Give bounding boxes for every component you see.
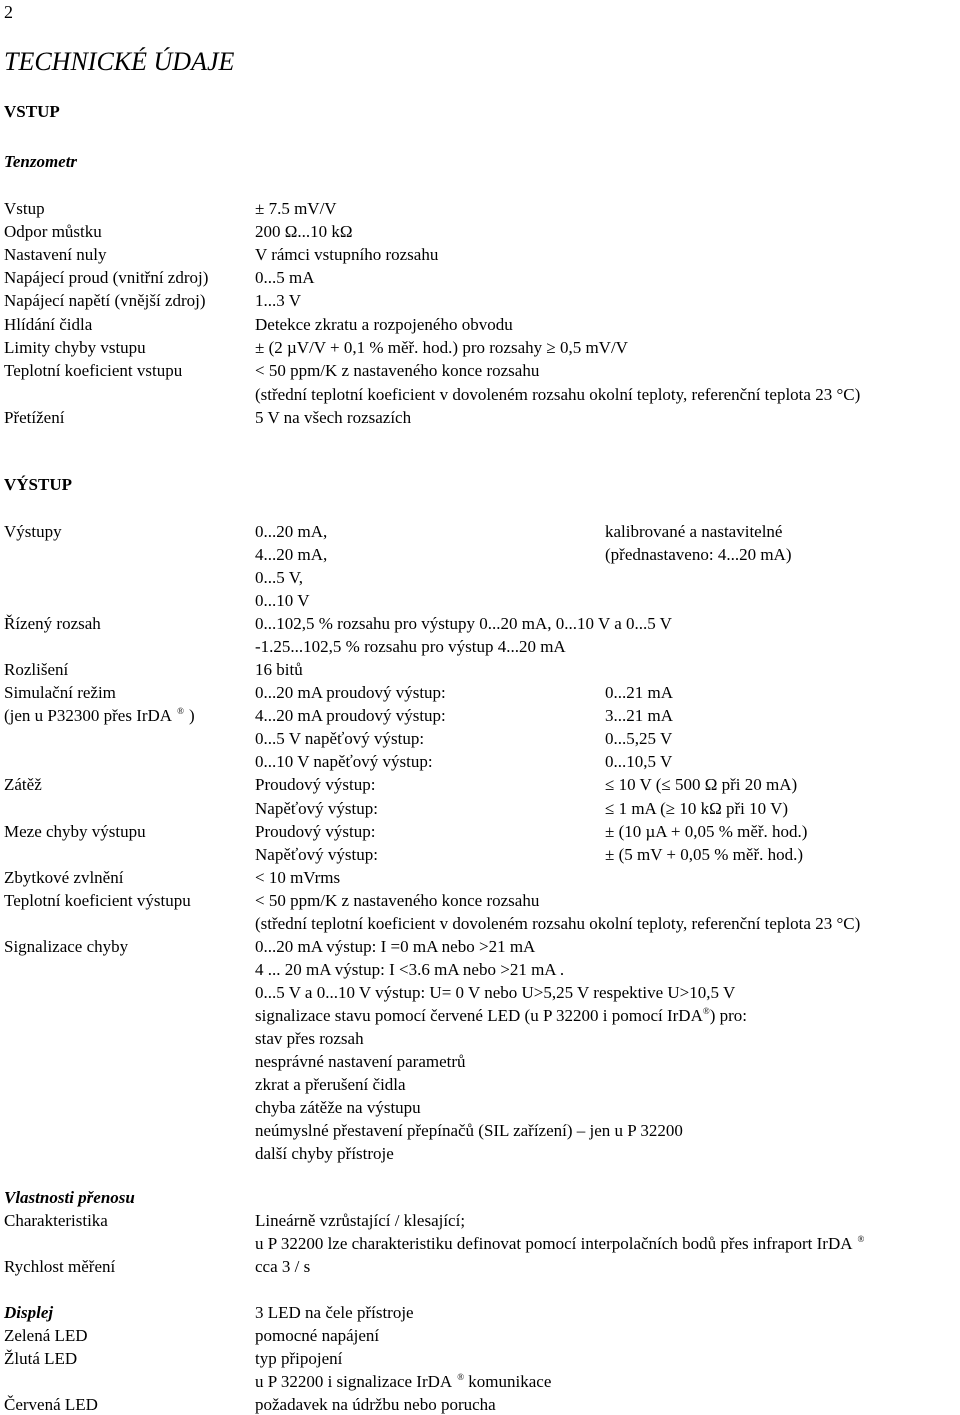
spec-range: ± (5 mV + 0,05 % měř. hod.): [605, 845, 804, 864]
spec-value: 5 V na všech rozsazích: [255, 408, 412, 427]
spec-label: Rychlost měření: [4, 1257, 116, 1276]
spec-label: Napájecí proud (vnitřní zdroj): [4, 268, 209, 287]
spec-value: 3 LED na čele přístroje: [255, 1303, 414, 1322]
spec-note: kalibrované a nastavitelné: [605, 522, 783, 541]
subheading-tenzometr: Tenzometr: [4, 152, 78, 171]
section-heading-vstup: VSTUP: [4, 102, 60, 121]
spec-value: 0...102,5 % rozsahu pro výstupy 0...20 mA, 0...10 V a 0...5 V: [255, 614, 672, 633]
spec-label: Napájecí napětí (vnější zdroj): [4, 291, 206, 310]
spec-note: (přednastaveno: 4...20 mA): [605, 545, 792, 564]
list-item: chyba zátěže na výstupu: [255, 1098, 421, 1117]
spec-value-note: (střední teplotní koeficient v dovoleném rozsahu okolní teploty, referenční teplota 23 °C): [255, 385, 861, 404]
section-heading-prenos: Vlastnosti přenosu: [4, 1188, 135, 1207]
spec-value: 0...10 V: [255, 591, 310, 610]
spec-range: ≤ 1 mA (≥ 10 kΩ při 10 V): [605, 799, 789, 818]
spec-range: 0...5,25 V: [605, 729, 673, 748]
spec-value: < 50 ppm/K z nastaveného konce rozsahu: [255, 891, 540, 910]
spec-value: 0...5 mA: [255, 268, 315, 287]
spec-label: Meze chyby výstupu: [4, 822, 146, 841]
spec-label: Rozlišení: [4, 660, 69, 679]
spec-value: 0...5 V a 0...10 V výstup: U= 0 V nebo U>5,25 V respektive U>10,5 V: [255, 983, 736, 1002]
spec-value: < 10 mVrms: [255, 868, 341, 887]
spec-value: 4...20 mA,: [255, 545, 328, 564]
spec-value: signalizace stavu pomocí červené LED (u P 32200 i pomocí IrDA®) pro:: [255, 1006, 747, 1025]
spec-value: 1...3 V: [255, 291, 301, 310]
page-title: TECHNICKÉ ÚDAJE: [4, 47, 235, 76]
spec-value: V rámci vstupního rozsahu: [255, 245, 439, 264]
spec-value: Lineárně vzrůstající / klesající;: [255, 1211, 466, 1230]
spec-label: Zelená LED: [4, 1326, 88, 1345]
spec-label: Zátěž: [4, 775, 42, 794]
spec-label: Signalizace chyby: [4, 937, 129, 956]
spec-range: ± (10 µA + 0,05 % měř. hod.): [605, 822, 808, 841]
spec-value: 0...20 mA výstup: I =0 mA nebo >21 mA: [255, 937, 536, 956]
spec-range: ≤ 10 V (≤ 500 Ω při 20 mA): [605, 775, 798, 794]
spec-label: Přetížení: [4, 408, 65, 427]
list-item: další chyby přístroje: [255, 1144, 394, 1163]
spec-label: Odpor můstku: [4, 222, 102, 241]
registered-mark: ®: [857, 1234, 865, 1244]
spec-label: Červená LED: [4, 1395, 98, 1414]
spec-range: 0...10,5 V: [605, 752, 673, 771]
spec-label: Hlídání čidla: [4, 315, 93, 334]
registered-mark: ®: [702, 1006, 710, 1016]
spec-value: 200 Ω...10 kΩ: [255, 222, 353, 241]
spec-range: 3...21 mA: [605, 706, 673, 725]
list-item: stav přes rozsah: [255, 1029, 364, 1048]
spec-value: požadavek na údržbu nebo porucha: [255, 1395, 496, 1414]
spec-value: 0...10 V napěťový výstup:: [255, 752, 433, 771]
list-item: nesprávné nastavení parametrů: [255, 1052, 466, 1071]
spec-label: Simulační režim: [4, 683, 116, 702]
spec-label: Teplotní koeficient výstupu: [4, 891, 191, 910]
spec-value: pomocné napájení: [255, 1326, 380, 1345]
registered-mark: ®: [457, 1372, 465, 1382]
spec-label: Zbytkové zvlnění: [4, 868, 124, 887]
spec-value: < 50 ppm/K z nastaveného konce rozsahu: [255, 361, 540, 380]
spec-value: 16 bitů: [255, 660, 303, 679]
spec-label: Řízený rozsah: [4, 614, 101, 633]
spec-label: Nastavení nuly: [4, 245, 107, 264]
spec-label: Žlutá LED: [4, 1349, 78, 1368]
list-item: neúmyslné přestavení přepínačů (SIL zařízení) – jen u P 32200: [255, 1121, 683, 1140]
registered-mark: ®: [177, 706, 184, 716]
spec-value: Proudový výstup:: [255, 822, 376, 841]
spec-value: Napěťový výstup:: [255, 799, 378, 818]
spec-value: u P 32200 i signalizace IrDA ® komunikace: [255, 1372, 552, 1391]
spec-value: Detekce zkratu a rozpojeného obvodu: [255, 315, 513, 334]
spec-value: ± 7.5 mV/V: [255, 199, 337, 218]
spec-label: Výstupy: [4, 522, 62, 541]
spec-label: Vstup: [4, 199, 45, 218]
spec-value-note: (střední teplotní koeficient v dovoleném rozsahu okolní teploty, referenční teplota 23 °C): [255, 914, 861, 933]
spec-value: cca 3 / s: [255, 1257, 311, 1276]
spec-value: 0...20 mA,: [255, 522, 328, 541]
spec-label: Limity chyby vstupu: [4, 338, 146, 357]
spec-label: Charakteristika: [4, 1211, 108, 1230]
spec-value: Napěťový výstup:: [255, 845, 378, 864]
spec-value: 0...5 V,: [255, 568, 304, 587]
section-heading-vystup: VÝSTUP: [4, 475, 73, 494]
section-heading-displej: Displej: [4, 1303, 54, 1322]
spec-value: ± (2 µV/V + 0,1 % měř. hod.) pro rozsahy ≥ 0,5 mV/V: [255, 338, 628, 357]
spec-value: u P 32200 lze charakteristiku definovat pomocí interpolačních bodů přes infraport IrDA ®: [255, 1234, 865, 1253]
spec-value: typ připojení: [255, 1349, 343, 1368]
page-number: 2: [4, 2, 13, 22]
spec-value: Proudový výstup:: [255, 775, 376, 794]
spec-value: 4 ... 20 mA výstup: I <3.6 mA nebo >21 mA .: [255, 960, 565, 979]
spec-value: -1.25...102,5 % rozsahu pro výstup 4...20 mA: [255, 637, 566, 656]
spec-label: Teplotní koeficient vstupu: [4, 361, 183, 380]
spec-value: 0...5 V napěťový výstup:: [255, 729, 425, 748]
spec-label: (jen u P32300 přes IrDA ® ): [4, 706, 195, 725]
spec-range: 0...21 mA: [605, 683, 673, 702]
list-item: zkrat a přerušení čidla: [255, 1075, 406, 1094]
spec-value: 4...20 mA proudový výstup:: [255, 706, 446, 725]
spec-value: 0...20 mA proudový výstup:: [255, 683, 446, 702]
